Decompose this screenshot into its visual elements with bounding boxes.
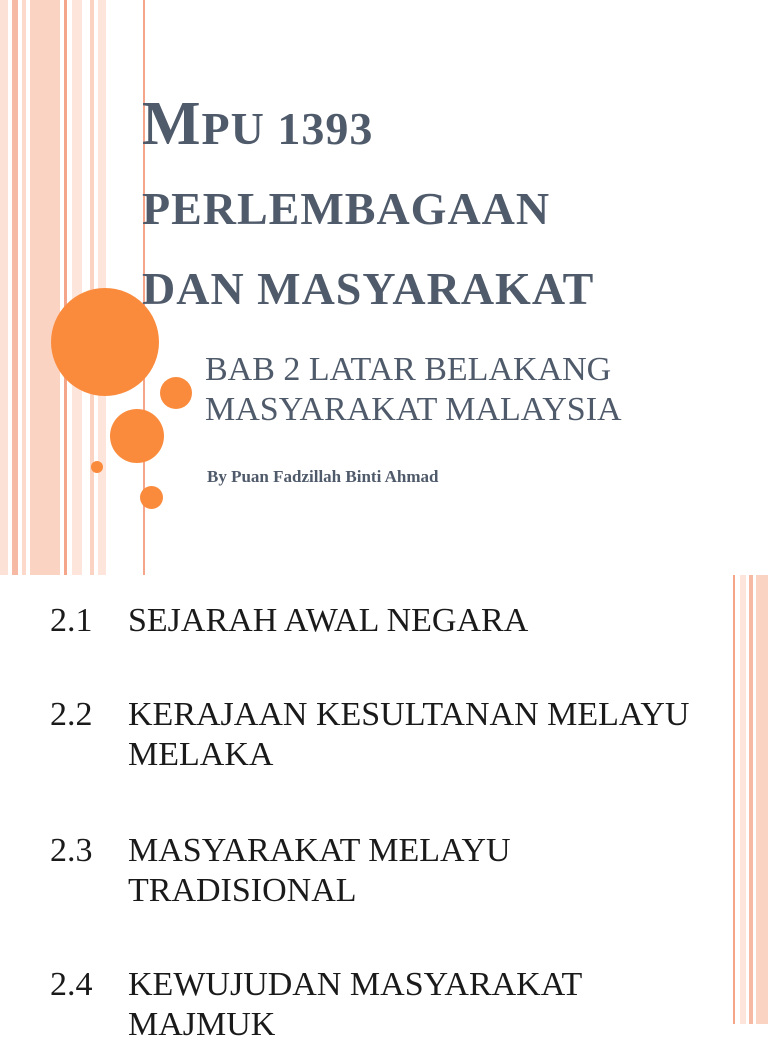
decorative-stripe xyxy=(72,0,82,575)
title-initial-cap: M xyxy=(142,90,202,158)
title-line-1 xyxy=(142,84,742,169)
decorative-circle xyxy=(91,461,103,473)
decorative-stripe xyxy=(64,0,67,575)
decorative-stripe xyxy=(12,0,18,575)
title-line-3: DAN MASYARAKAT xyxy=(142,263,595,314)
decorative-stripe xyxy=(30,0,60,575)
item-number: 2.1 xyxy=(50,602,93,639)
item-text: SEJARAH AWAL NEGARA xyxy=(128,602,529,639)
author-line: By Puan Fadzillah Binti Ahmad xyxy=(207,467,439,486)
decorative-stripe xyxy=(756,575,768,1024)
decorative-circle xyxy=(160,377,192,409)
decorative-stripe xyxy=(22,0,26,575)
title-line-2: PERLEMBAGAAN xyxy=(142,183,551,234)
title-line-1-rest: PU 1393 xyxy=(201,103,374,154)
decorative-stripe xyxy=(733,575,735,1024)
item-text: KERAJAAN KESULTANAN MELAYU MELAKA xyxy=(128,696,690,773)
item-number: 2.4 xyxy=(50,966,93,1003)
item-text: MASYARAKAT MELAYU TRADISIONAL xyxy=(128,832,511,909)
decorative-circle xyxy=(110,409,164,463)
contents-slide xyxy=(0,575,768,1043)
slide-subtitle: BAB 2 LATAR BELAKANG MASYARAKAT MALAYSIA xyxy=(205,351,622,428)
slide-title xyxy=(142,84,742,329)
decorative-circle xyxy=(140,486,163,509)
decorative-stripe xyxy=(749,575,753,1024)
item-number: 2.3 xyxy=(50,832,93,869)
item-number: 2.2 xyxy=(50,696,93,733)
decorative-stripe xyxy=(740,575,746,1024)
item-text: KEWUJUDAN MASYARAKAT MAJMUK xyxy=(128,966,582,1043)
decorative-stripe xyxy=(90,0,94,575)
decorative-stripe xyxy=(0,0,8,575)
